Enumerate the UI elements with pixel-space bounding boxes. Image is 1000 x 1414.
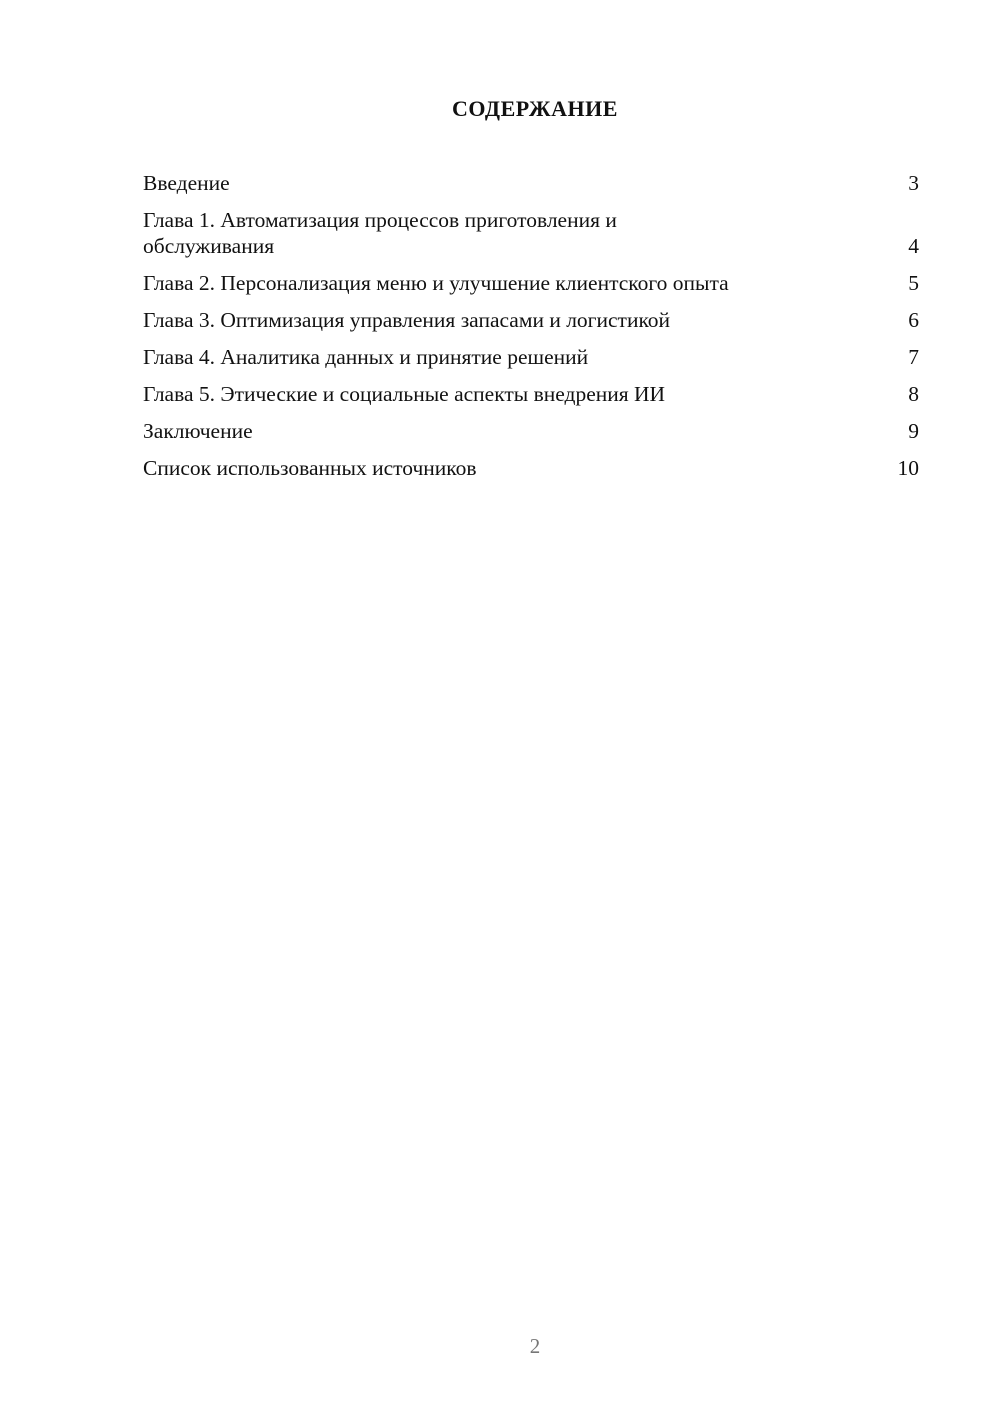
toc-item-text: Глава 1. Автоматизация процессов приготовления и обслуживания <box>143 208 617 258</box>
toc-item-chapter-4 <box>143 344 919 370</box>
toc-item-page: 6 <box>908 308 919 332</box>
toc-item-chapter-3 <box>143 307 919 333</box>
toc-item-conclusion <box>143 418 919 444</box>
toc-item-text: Список использованных источников <box>143 456 477 480</box>
toc-item-references <box>143 455 919 481</box>
toc-item-chapter-5 <box>143 381 919 407</box>
toc-item-text: Глава 2. Персонализация меню и улучшение клиентского опыта <box>143 271 729 295</box>
toc-item-text: Глава 5. Этические и социальные аспекты внедрения ИИ <box>143 382 666 406</box>
toc-item-page: 5 <box>908 271 919 295</box>
table-of-contents <box>143 170 919 492</box>
toc-item-chapter-2 <box>143 270 919 296</box>
toc-item-page: 10 <box>897 456 919 480</box>
page-title: СОДЕРЖАНИЕ <box>452 96 618 121</box>
toc-item-text: Введение <box>143 171 230 195</box>
page-number: 2 <box>529 1334 541 1358</box>
toc-item-page: 3 <box>908 171 919 195</box>
toc-item-page: 7 <box>908 345 919 369</box>
toc-item-introduction <box>143 170 919 196</box>
toc-item-text: Глава 4. Аналитика данных и принятие решений <box>143 345 589 369</box>
toc-item-text: Глава 3. Оптимизация управления запасами и логистикой <box>143 308 671 332</box>
toc-item-page: 8 <box>908 382 919 406</box>
toc-item-page: 4 <box>908 234 919 258</box>
toc-item-page: 9 <box>908 419 919 443</box>
toc-item-chapter-1 <box>143 207 919 259</box>
toc-item-text: Заключение <box>143 419 253 443</box>
